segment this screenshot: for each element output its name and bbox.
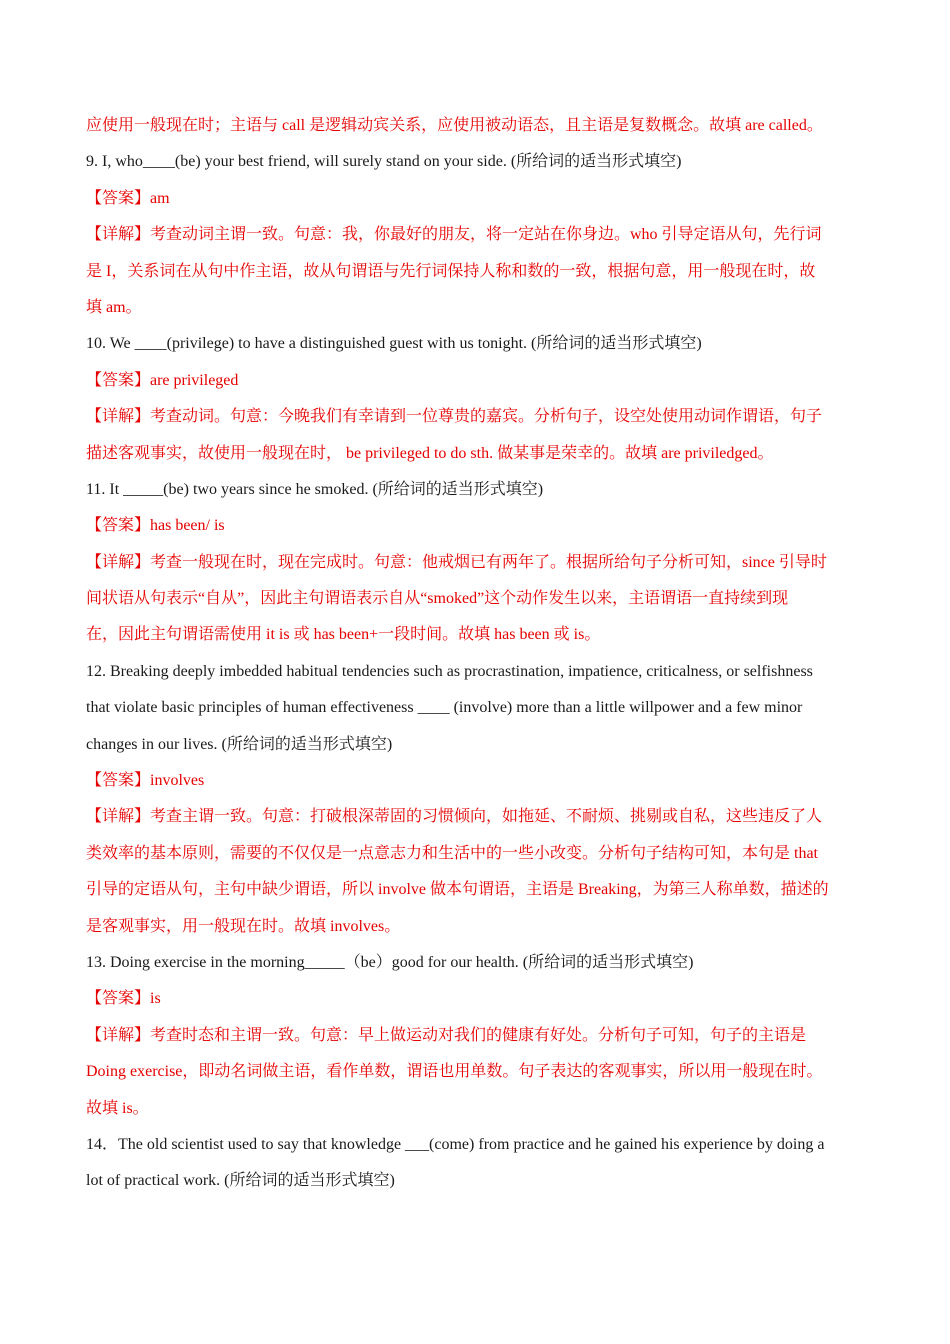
explanation-line: 应使用一般现在时；主语与 call 是逻辑动宾关系，应使用被动语态，且主语是复数概念。故填 are called。	[86, 117, 823, 134]
question-line: 14．The old scientist used to say that knowledge ___(come) from practice and he gained his experience by doing a	[86, 1135, 825, 1153]
explanation-line: 【详解】考查动词主谓一致。句意：我，你最好的朋友，将一定站在你身边。who 引导定语从句，先行词	[86, 226, 822, 244]
question-line: lot of practical work. (所给词的适当形式填空)	[86, 1172, 395, 1190]
explanation-line: 描述客观事实，故使用一般现在时， be privileged to do sth. 做某事是荣幸的。故填 are priviledged。	[86, 444, 774, 462]
explanation-line: 【详解】考查动词。句意：今晚我们有幸请到一位尊贵的嘉宾。分析句子，设空处使用动词作谓语，句子	[86, 408, 823, 426]
explanation-line: 间状语从句表示“自从”，因此主句谓语表示自从“smoked”这个动作发生以来，主语谓语一直持续到现	[86, 590, 789, 608]
explanation-line: 是 I，关系词在从句中作主语，故从句谓语与先行词保持人称和数的一致，根据句意，用一般现在时，故	[86, 262, 816, 280]
explanation-line: Doing exercise，即动名词做主语，看作单数，谓语也用单数。句子表达的客观事实，所以用一般现在时。	[86, 1063, 823, 1081]
answer-line: 【答案】is	[86, 990, 161, 1008]
explanation-line: 【详解】考查一般现在时，现在完成时。句意：他戒烟已有两年了。根据所给句子分析可知，since 引导时	[86, 553, 827, 571]
explanation-line: 是客观事实，用一般现在时。故填 involves。	[86, 917, 401, 935]
explanation-line: 填 am。	[86, 298, 142, 316]
question-line: 9. I, who____(be) your best friend, will surely stand on your side. (所给词的适当形式填空)	[86, 153, 682, 171]
explanation-line: 【详解】考查时态和主谓一致。句意：早上做运动对我们的健康有好处。分析句子可知，句子的主语是	[86, 1026, 807, 1044]
question-line: 10. We ____(privilege) to have a distinguished guest with us tonight. (所给词的适当形式填空)	[86, 335, 702, 353]
explanation-line: 【详解】考查主谓一致。句意：打破根深蒂固的习惯倾向，如拖延、不耐烦、挑剔或自私，这些违反了人	[86, 808, 823, 826]
question-line: 12. Breaking deeply imbedded habitual tendencies such as procrastination, impatience, criticalness, or selfishness	[86, 662, 813, 680]
explanation-line: 故填 is。	[86, 1099, 149, 1117]
question-line: 13. Doing exercise in the morning_____（be）good for our health. (所给词的适当形式填空)	[86, 953, 694, 971]
question-line: that violate basic principles of human effectiveness ____ (involve) more than a little willpower and a few minor	[86, 699, 803, 717]
question-line: changes in our lives. (所给词的适当形式填空)	[86, 735, 393, 753]
explanation-line: 在，因此主句谓语需使用 it is 或 has been+一段时间。故填 has been 或 is。	[86, 626, 601, 644]
document-body	[86, 108, 864, 1200]
answer-line: 【答案】has been/ is	[86, 517, 225, 535]
explanation-line: 引导的定语从句，主句中缺少谓语，所以 involve 做本句谓语，主语是 Breaking，为第三人称单数，描述的	[86, 881, 829, 899]
answer-line: 【答案】am	[86, 189, 170, 207]
explanation-line: 类效率的基本原则，需要的不仅仅是一点意志力和生活中的一些小改变。分析句子结构可知，本句是 that	[86, 844, 818, 862]
answer-line: 【答案】are privileged	[86, 371, 239, 389]
question-line: 11. It _____(be) two years since he smoked. (所给词的适当形式填空)	[86, 480, 544, 498]
answer-line: 【答案】involves	[86, 772, 205, 790]
